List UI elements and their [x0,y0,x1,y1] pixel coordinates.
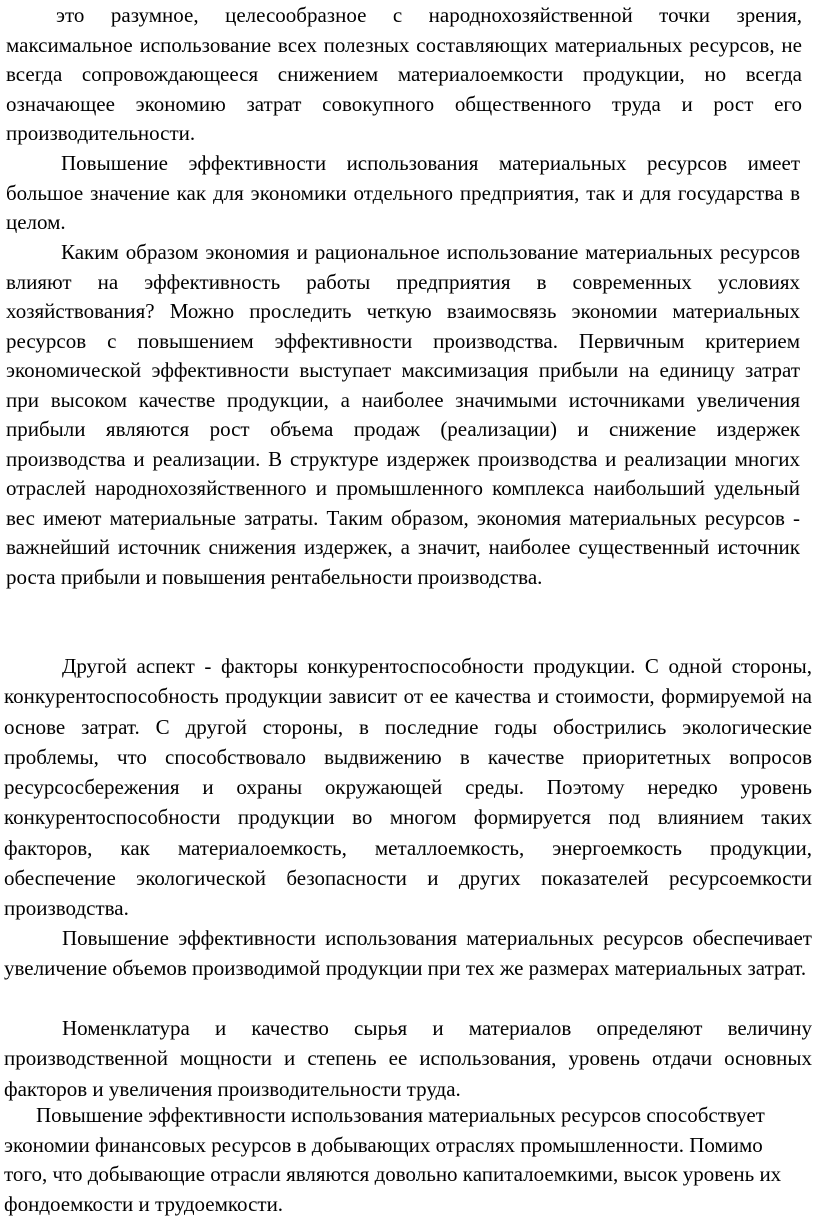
paragraph-competitiveness-factors: Другой аспект - факторы конкурентоспособности продукции. С одной стороны, конкурентоспособность продукции зависит от ее качества и стоимости, формируемой на основе затрат. С другой стороны, в последние годы обострились экологические проблемы, что способствовало выдвижению в качестве приоритетных вопросов ресурсосбережения и охраны окружающей среды. Поэтому нередко уровень конкурентоспособности продукции во многом формируется под влиянием таких факторов, как материалоемкость, металлоемкость, энергоемкость продукции, обеспечение экологической безопасности и других показателей ресурсоемкости производства. [4,654,812,921]
paragraph-rational-use-definition: это разумное, целесообразное с народнохозяйственной точки зрения, максимальное использование всех полезных составляющих материальных ресурсов, не всегда сопровождающееся снижением материалоемкости продукции, но всегда означающее экономию затрат совокупного общественного труда и рост его производительности. [6,3,802,145]
paragraph-economy-and-profit: Каким образом экономия и рациональное использование материальных ресурсов влияют на эффективность работы предприятия в современных условиях хозяйствования? Можно проследить четкую взаимосвязь экономии материальных ресурсов с повышением эффективности производства. Первичным критерием экономической эффективности выступает максимизация прибыли на единицу затрат при высоком качестве продукции, а наиболее значимыми источниками увеличения прибыли являются рост объема продаж (реализации) и снижение издержек производства и реализации. В структуре издержек производства и реализации многих отраслей народнохозяйственного и промышленного комплекса наибольший удельный вес имеют материальные затраты. Таким образом, экономия материальных ресурсов - важнейший источник снижения издержек, а значит, наиболее существенный источник роста прибыли и повышения рентабельности производства. [6,240,800,589]
paragraph-production-volume: Повышение эффективности использования материальных ресурсов обеспечивает увеличение объемов производимой продукции при тех же размерах материальных затрат. [4,926,812,981]
paragraph-financial-resources: Повышение эффективности использования материальных ресурсов способствует экономии финансовых ресурсов в добывающих отраслях промышленности. Помимо того, что добывающие отрасли являются довольно капиталоемкими, высок уровень их фондоемкости и трудоемкости. [4,1103,782,1216]
paragraph-efficiency-importance: Повышение эффективности использования материальных ресурсов имеет большое значение как для экономики отдельного предприятия, так и для государства в целом. [6,151,800,234]
paragraph-raw-materials-quality: Номенклатура и качество сырья и материалов определяют величину производственной мощности и степень ее использования, уровень отдачи основных факторов и увеличения производительности труда. [4,1016,812,1101]
